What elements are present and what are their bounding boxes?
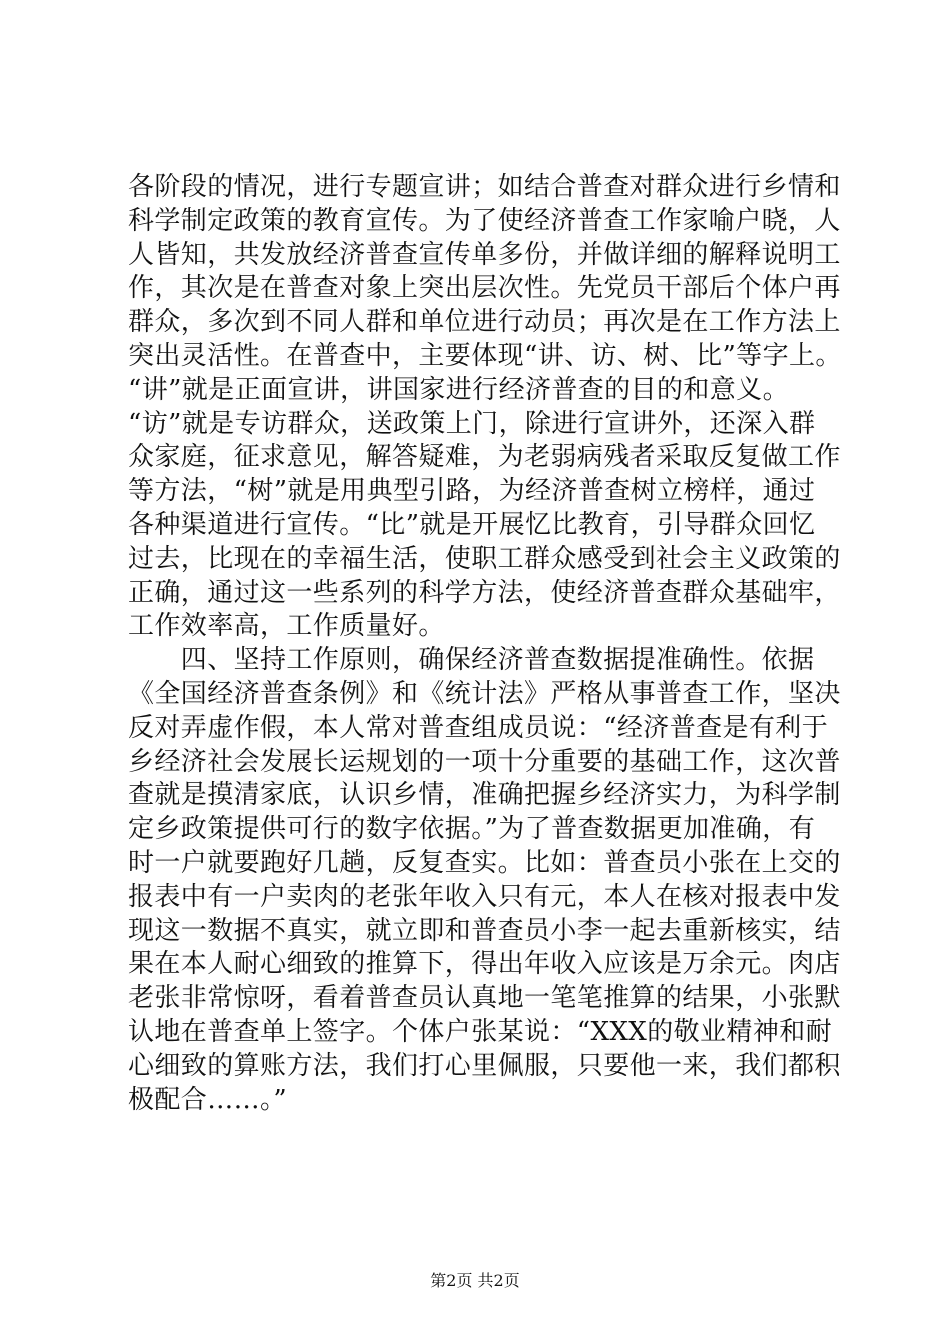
text-line: 报表中有一户卖肉的老张年收入只有元，本人在核对报表中发 xyxy=(128,881,841,912)
text-line: 反对弄虚作假，本人常对普查组成员说：“经济普查是有利于 xyxy=(128,712,829,743)
text-line: 乡经济社会发展长运规划的一项十分重要的基础工作，这次普 xyxy=(128,746,841,777)
text-line: 查就是摸清家底，认识乡情，准确把握乡经济实力，为科学制 xyxy=(128,780,841,811)
page-number-footer: 第2页 共2页 xyxy=(430,1271,520,1290)
text-line: 四、坚持工作原则，确保经济普查数据提准确性。依据 xyxy=(128,645,815,676)
text-line: 极配合……。” xyxy=(128,1084,288,1115)
text-line: 人皆知，共发放经济普查宣传单多份，并做详细的解释说明工 xyxy=(128,239,841,270)
text-line: “访”就是专访群众，送政策上门，除进行宣讲外，还深入群 xyxy=(128,408,816,439)
text-line: 时一户就要跑好几趟，反复查实。比如：普查员小张在上交的 xyxy=(128,847,841,878)
text-line: 老张非常惊呀，看着普查员认真地一笔笔推算的结果，小张默 xyxy=(128,983,841,1014)
text-line: 现这一数据不真实，就立即和普查员小李一起去重新核实，结 xyxy=(128,915,841,946)
text-line: 工作效率高，工作质量好。 xyxy=(128,611,445,642)
text-line: 等方法，“树”就是用典型引路，为经济普查树立榜样，通过 xyxy=(128,476,816,507)
text-line: 各阶段的情况，进行专题宣讲；如结合普查对群众进行乡情和 xyxy=(128,172,841,202)
text-line: 《全国经济普查条例》和《统计法》严格从事普查工作，坚决 xyxy=(128,678,841,709)
text-line: 各种渠道进行宣传。“比”就是开展忆比教育，引导群众回忆 xyxy=(128,509,816,540)
text-line: 定乡政策提供可行的数字依据。”为了普查数据更加准确，有 xyxy=(128,814,816,845)
text-line: 群众，多次到不同人群和单位进行动员；再次是在工作方法上 xyxy=(128,307,841,338)
text-line: 心细致的算账方法，我们打心里佩服，只要他一来，我们都积 xyxy=(128,1050,841,1081)
text-line: “讲”就是正面宣讲，讲国家进行经济普查的目的和意义。 xyxy=(128,374,789,405)
text-line: 科学制定政策的教育宣传。为了使经济普查工作家喻户晓，人 xyxy=(128,205,841,236)
body-text xyxy=(128,171,848,1117)
text-line: 过去，比现在的幸福生活，使职工群众感受到社会主义政策的 xyxy=(128,543,841,574)
text-line: 认地在普查单上签字。个体户张某说：“XXX的敬业精神和耐 xyxy=(128,1016,833,1047)
text-line: 正确，通过这一些系列的科学方法，使经济普查群众基础牢， xyxy=(128,577,841,608)
text-line: 果在本人耐心细致的推算下，得出年收入应该是万余元。肉店 xyxy=(128,949,841,980)
text-line: 众家庭，征求意见，解答疑难，为老弱病残者采取反复做工作 xyxy=(128,442,841,473)
text-line: 作，其次是在普查对象上突出层次性。先党员干部后个体户再 xyxy=(128,273,841,304)
text-line: 突出灵活性。在普查中，主要体现“讲、访、树、比”等字上。 xyxy=(128,340,842,371)
